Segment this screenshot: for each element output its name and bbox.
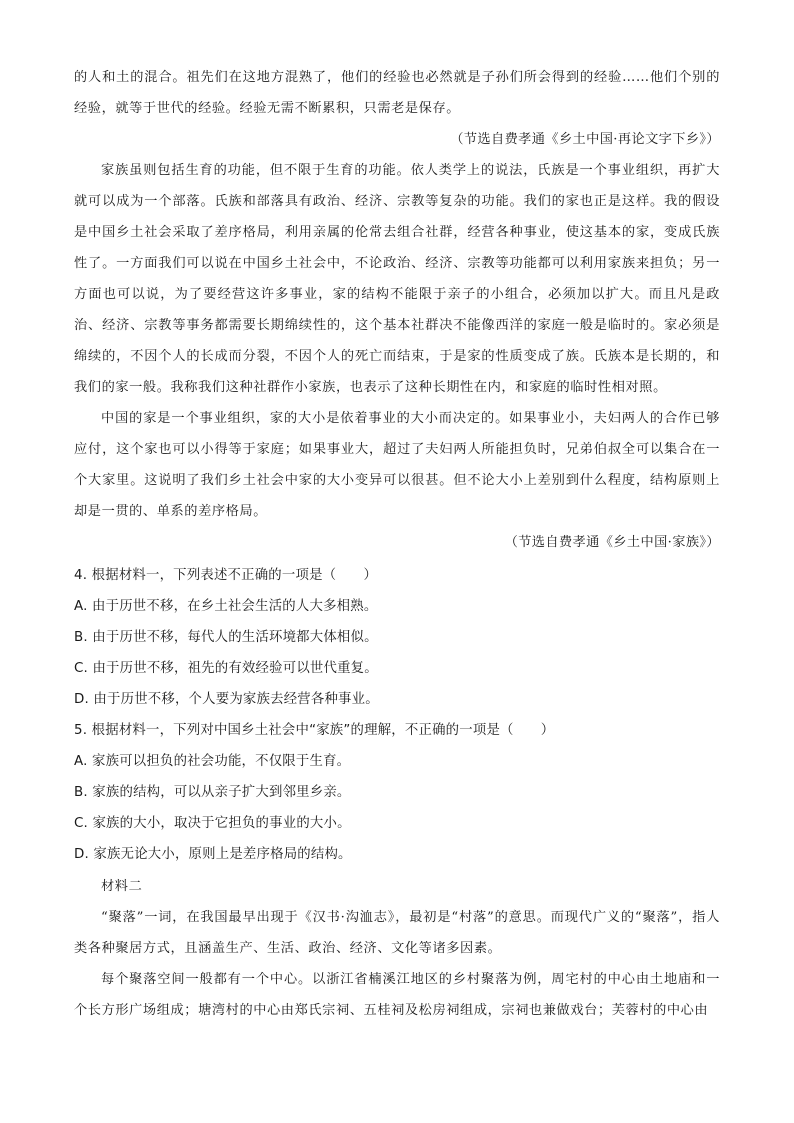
- question-4-stem: 4. 根据材料一，下列表述不正确的一项是（ ）: [74, 568, 378, 583]
- question-5-option-d[interactable]: D. 家族无论大小，原则上是差序格局的结构。: [74, 847, 352, 862]
- paragraph-continuation: 的人和土的混合。祖先们在这地方混熟了，他们的经验也必然就是子孙们所会得到的经验……他们个别的经验，就等于世代的经验。经验无需不断累积，只需老是保存。: [74, 70, 720, 116]
- question-4-option-d[interactable]: D. 由于历世不移，个人要为家族去经营各种事业。: [74, 692, 379, 707]
- paragraph-settlement-center: 每个聚落空间一般都有一个中心。以浙江省楠溪江地区的乡村聚落为例，周宅村的中心由土地庙和一个长方形广场组成；塘湾村的中心由郑氏宗祠、五桂祠及松房祠组成，宗祠也兼做戏台；芙蓉村的中心由: [74, 972, 720, 1018]
- paragraph-family-function: 家族虽则包括生育的功能，但不限于生育的功能。依人类学上的说法，氏族是一个事业组织，再扩大就可以成为一个部落。氏族和部落具有政治、经济、宗教等复杂的功能。我们的家也正是这样。我的假设是中国乡土社会采取了差序格局，利用亲属的伦常去组合社群，经营各种事业，使这基本的家，变成氏族性了。一方面我们可以说在中国乡土社会中，不论政治、经济、宗教等功能都可以利用家族来担负；另一方面也可以说，为了要经营这许多事业，家的结构不能限于亲子的小组合，必须加以扩大。而且凡是政治、经济、宗教等事务都需要长期绵续性的，这个基本社群决不能像西洋的家庭一般是临时的。家必须是绵续的，不因个人的长成而分裂，不因个人的死亡而结束，于是家的性质变成了族。氏族本是长期的，和我们的家一般。我称我们这种社群作小家族，也表示了这种长期性在内，和家庭的临时性相对照。: [74, 163, 720, 395]
- question-5-option-b[interactable]: B. 家族的结构，可以从亲子扩大到邻里乡亲。: [74, 785, 351, 800]
- source-citation: （节选自费孝通《乡土中国·再论文字下乡》）: [450, 132, 720, 147]
- question-4-option-b[interactable]: B. 由于历世不移，每代人的生活环境都大体相似。: [74, 630, 378, 645]
- paragraph-settlement-definition: “聚落”一词，在我国最早出现于《汉书·沟洫志》，最初是“村落”的意思。而现代广义的“聚落”，指人类各种聚居方式，且涵盖生产、生活、政治、经济、文化等诸多因素。: [74, 910, 720, 956]
- source-citation: （节选自费孝通《乡土中国·家族》）: [504, 535, 720, 550]
- question-5-option-a[interactable]: A. 家族可以担负的社会功能，不仅限于生育。: [74, 754, 351, 769]
- material-2-heading: 材料二: [101, 879, 143, 894]
- question-5-stem: 5. 根据材料一，下列对中国乡土社会中“家族”的理解，不正确的一项是（ ）: [74, 723, 555, 738]
- question-4-option-c[interactable]: C. 由于历世不移，祖先的有效经验可以世代重复。: [74, 661, 378, 676]
- question-4-option-a[interactable]: A. 由于历世不移，在乡土社会生活的人大多相熟。: [74, 599, 378, 614]
- question-5-option-c[interactable]: C. 家族的大小，取决于它担负的事业的大小。: [74, 816, 351, 831]
- paragraph-family-size: 中国的家是一个事业组织，家的大小是依着事业的大小而决定的。如果事业小，夫妇两人的合作已够应付，这个家也可以小得等于家庭；如果事业大，超过了夫妇两人所能担负时，兄弟伯叔全可以集合在一个大家里。这说明了我们乡土社会中家的大小变异可以很甚。但不论大小上差别到什么程度，结构原则上却是一贯的、单系的差序格局。: [74, 411, 720, 519]
